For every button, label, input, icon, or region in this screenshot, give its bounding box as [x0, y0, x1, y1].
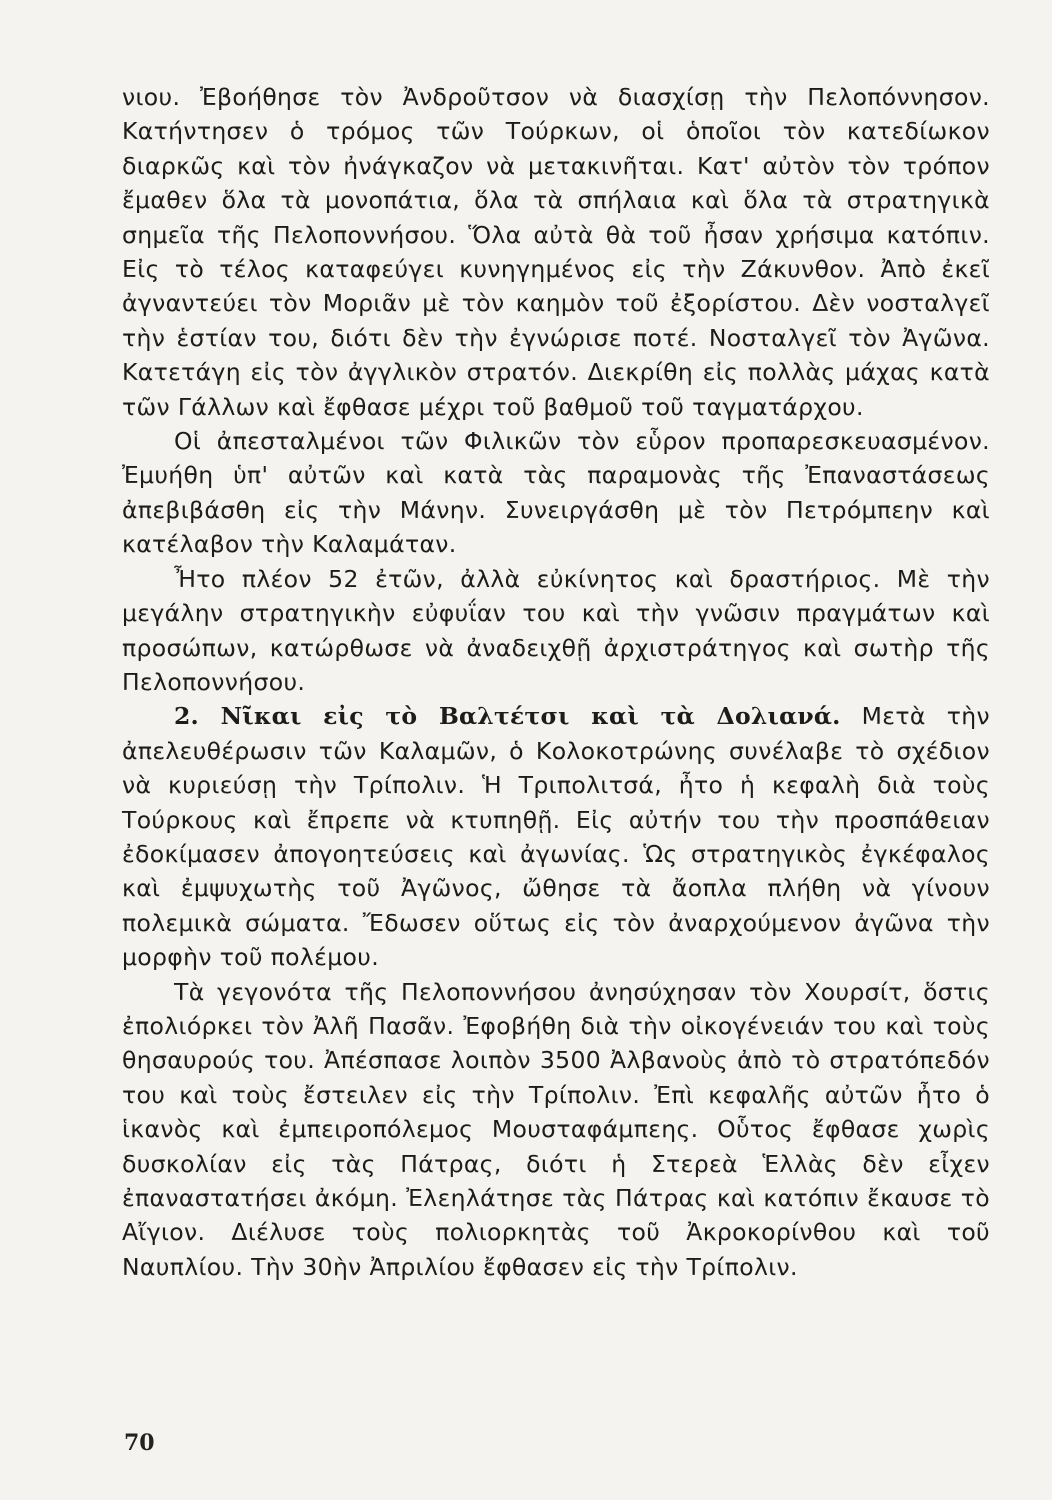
- paragraph-1-text: νιου. Ἐβοήθησε τὸν Ἀνδροῦτσον νὰ διασχίσῃ τὴν Πελοπόννησον. Κατήντησεν ὁ τρόμος τῶν Τούρκων, οἱ ὁποῖοι τὸν κατεδίωκον διαρκῶς καὶ τὸν ἠνάγκαζον νὰ μετακινῆται. Κατ' αὐτὸν τὸν τρόπον ἔμαθεν ὅλα τὰ μονοπάτια, ὅλα τὰ σπήλαια καὶ ὅλα τὰ στρατηγικὰ σημεῖα τῆς Πελοποννήσου. Ὅλα αὐτὰ θὰ τοῦ ἦσαν χρήσιμα κατόπιν. Εἰς τὸ τέλος καταφεύγει κυνηγημένος εἰς τὴν Ζάκυνθον. Ἀπὸ ἐκεῖ ἀγναντεύει τὸν Μοριᾶν μὲ τὸν καημὸν τοῦ ἐξορίστου. Δὲν νοσταλγεῖ τὴν ἑστίαν του, διότι δὲν τὴν ἐγνώρισε ποτέ. Νοσταλγεῖ τὸν Ἀγῶνα. Κατετάγη εἰς τὸν ἀγγλικὸν στρατόν. Διεκρίθη εἰς πολλὰς μάχας κατὰ τῶν Γάλλων καὶ ἔφθασε μέχρι τοῦ βαθμοῦ τοῦ ταγματάρχου.: [122, 83, 990, 421]
- paragraph-4-text: Μετὰ τὴν ἀπελευθέρωσιν τῶν Καλαμῶν, ὁ Κολοκοτρώνης συνέλαβε τὸ σχέδιον νὰ κυριεύσῃ τὴν Τρίπολιν. Ἡ Τριπολιτσά, ἦτο ἡ κεφαλὴ διὰ τοὺς Τούρκους καὶ ἔπρεπε νὰ κτυπηθῇ. Εἰς αὐτήν του τὴν προσπάθειαν ἐδοκίμασεν ἀπογοητεύσεις καὶ ἀγωνίας. Ὡς στρατηγικὸς ἐγκέφαλος καὶ ἐμψυχωτὴς τοῦ Ἀγῶνος, ὤθησε τὰ ἄοπλα πλήθη νὰ γίνουν πολεμικὰ σώματα. Ἔδωσεν οὕτως εἰς τὸν ἀναρχούμενον ἀγῶνα τὴν μορφὴν τοῦ πολέμου.: [122, 702, 990, 972]
- page-body: [122, 80, 990, 1440]
- paragraph-3-text: Ἦτο πλέον 52 ἐτῶν, ἀλλὰ εὐκίνητος καὶ δραστήριος. Μὲ τὴν μεγάλην στρατηγικὴν εὐφυΐαν του καὶ τὴν γνῶσιν πραγμάτων καὶ προσώπων, κατώρθωσε νὰ ἀναδειχθῇ ἀρχιστράτηγος καὶ σωτὴρ τῆς Πελοποννήσου.: [122, 564, 990, 696]
- paragraph-2: [122, 424, 990, 562]
- section-heading: 2. Νῖκαι εἰς τὸ Βαλτέτσι καὶ τὰ Δολιανά.: [174, 702, 841, 731]
- paragraph-4: [122, 699, 990, 974]
- paragraph-3: [122, 562, 990, 700]
- paragraph-5: [122, 975, 990, 1285]
- paragraph-1: [122, 80, 990, 424]
- page-number: 70: [124, 1430, 155, 1456]
- paragraph-2-text: Οἱ ἀπεσταλμένοι τῶν Φιλικῶν τὸν εὗρον προπαρεσκευασμένον. Ἐμυήθη ὑπ' αὐτῶν καὶ κατὰ τὰς παραμονὰς τῆς Ἐπαναστάσεως ἀπεβιβάσθη εἰς τὴν Μάνην. Συνειργάσθη μὲ τὸν Πετρόμπεην καὶ κατέλαβον τὴν Καλαμάταν.: [122, 427, 990, 559]
- paragraph-5-text: Τὰ γεγονότα τῆς Πελοποννήσου ἀνησύχησαν τὸν Χουρσίτ, ὅστις ἐπολιόρκει τὸν Ἀλῆ Πασᾶν. Ἐφοβήθη διὰ τὴν οἰκογένειάν του καὶ τοὺς θησαυρούς του. Ἀπέσπασε λοιπὸν 3500 Ἀλβανοὺς ἀπὸ τὸ στρατόπεδόν του καὶ τοὺς ἔστειλεν εἰς τὴν Τρίπολιν. Ἐπὶ κεφαλῆς αὐτῶν ἦτο ὁ ἱκανὸς καὶ ἐμπειροπόλεμος Μουσταφάμπεης. Οὗτος ἔφθασε χωρὶς δυσκολίαν εἰς τὰς Πάτρας, διότι ἡ Στερεὰ Ἑλλὰς δὲν εἶχεν ἐπαναστατήσει ἀκόμη. Ἐλεηλάτησε τὰς Πάτρας καὶ κατόπιν ἔκαυσε τὸ Αἴγιον. Διέλυσε τοὺς πολιορκητὰς τοῦ Ἀκροκορίνθου καὶ τοῦ Ναυπλίου. Τὴν 30ὴν Ἀπριλίου ἔφθασεν εἰς τὴν Τρίπολιν.: [122, 977, 990, 1281]
